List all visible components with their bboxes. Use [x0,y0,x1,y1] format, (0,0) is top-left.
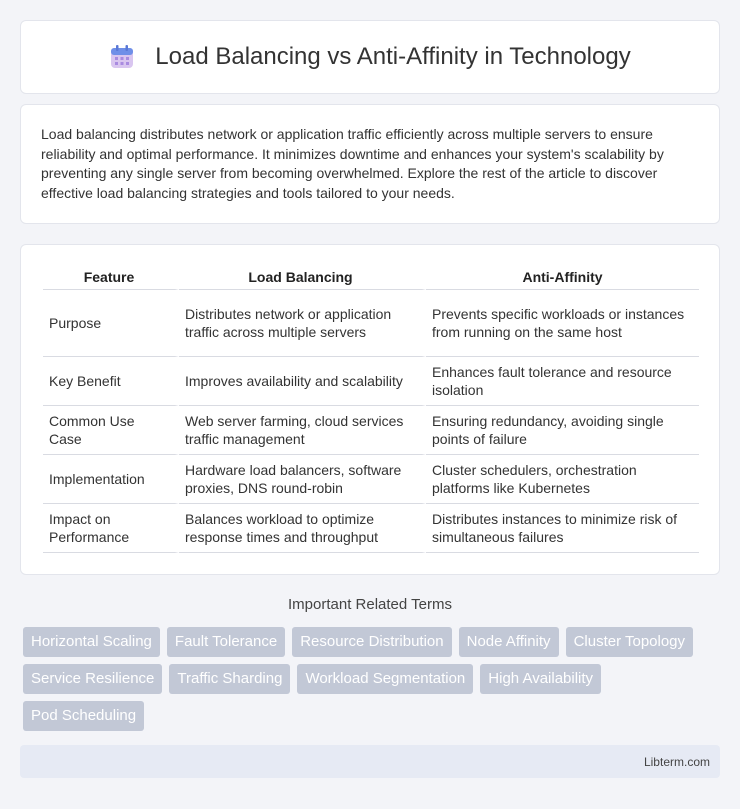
table-cell-anti-affinity: Cluster schedulers, orchestration platforms like Kubernetes [426,455,699,504]
term-tag[interactable]: Workload Segmentation [297,664,473,694]
term-tag[interactable]: Fault Tolerance [167,627,285,657]
table-cell-feature: Impact on Performance [43,504,179,553]
header-load-balancing: Load Balancing [179,263,426,290]
header-card [20,20,720,94]
term-tag[interactable]: Service Resilience [23,664,162,694]
table-cell-anti-affinity: Ensuring redundancy, avoiding single points of failure [426,406,699,455]
table-row [43,406,699,455]
term-tag[interactable]: Node Affinity [459,627,559,657]
term-tag[interactable]: High Availability [480,664,601,694]
table-row [43,455,699,504]
term-tag[interactable]: Cluster Topology [566,627,693,657]
term-tag[interactable]: Traffic Sharding [169,664,290,694]
table-cell-anti-affinity: Prevents specific workloads or instances from running on the same host [426,290,699,357]
footer-site-link[interactable]: Libterm.com [643,754,710,769]
header-anti-affinity: Anti-Affinity [426,263,699,290]
table-cell-anti-affinity: Distributes instances to minimize risk of simultaneous failures [426,504,699,553]
footer [20,745,720,778]
page-title: Load Balancing vs Anti-Affinity in Technology [155,43,631,70]
table-cell-anti-affinity: Enhances fault tolerance and resource isolation [426,357,699,406]
table-row [43,504,699,553]
comparison-table [43,263,699,553]
term-tag[interactable]: Pod Scheduling [23,701,144,731]
related-terms-heading: Important Related Terms [288,596,452,613]
table-cell-load-balancing: Web server farming, cloud services traffic management [179,406,426,455]
intro-text: Load balancing distributes network or application traffic efficiently across multiple servers to ensure reliability and optimal performance. It minimizes downtime and enhances your system's scalability by preventing any single server from becoming overwhelmed. Explore the rest of the article to discover effective load balancing strategies and tools tailored to your needs. [41,126,664,201]
table-cell-feature: Purpose [43,290,179,357]
table-cell-load-balancing: Balances workload to optimize response times and throughput [179,504,426,553]
table-header-row [43,263,699,290]
header-feature: Feature [43,263,179,290]
table-row [43,290,699,357]
table-cell-feature: Implementation [43,455,179,504]
intro-card [20,104,720,224]
table-cell-load-balancing: Improves availability and scalability [179,357,426,406]
comparison-table-card [20,244,720,575]
term-tag[interactable]: Horizontal Scaling [23,627,160,657]
table-cell-feature: Common Use Case [43,406,179,455]
table-cell-load-balancing: Hardware load balancers, software proxies, DNS round-robin [179,455,426,504]
table-row [43,357,699,406]
table-cell-feature: Key Benefit [43,357,179,406]
related-terms-list [23,627,723,731]
title-wrap [109,43,630,71]
calendar-icon [109,44,135,70]
table-cell-load-balancing: Distributes network or application traffic across multiple servers [179,290,426,357]
term-tag[interactable]: Resource Distribution [292,627,451,657]
